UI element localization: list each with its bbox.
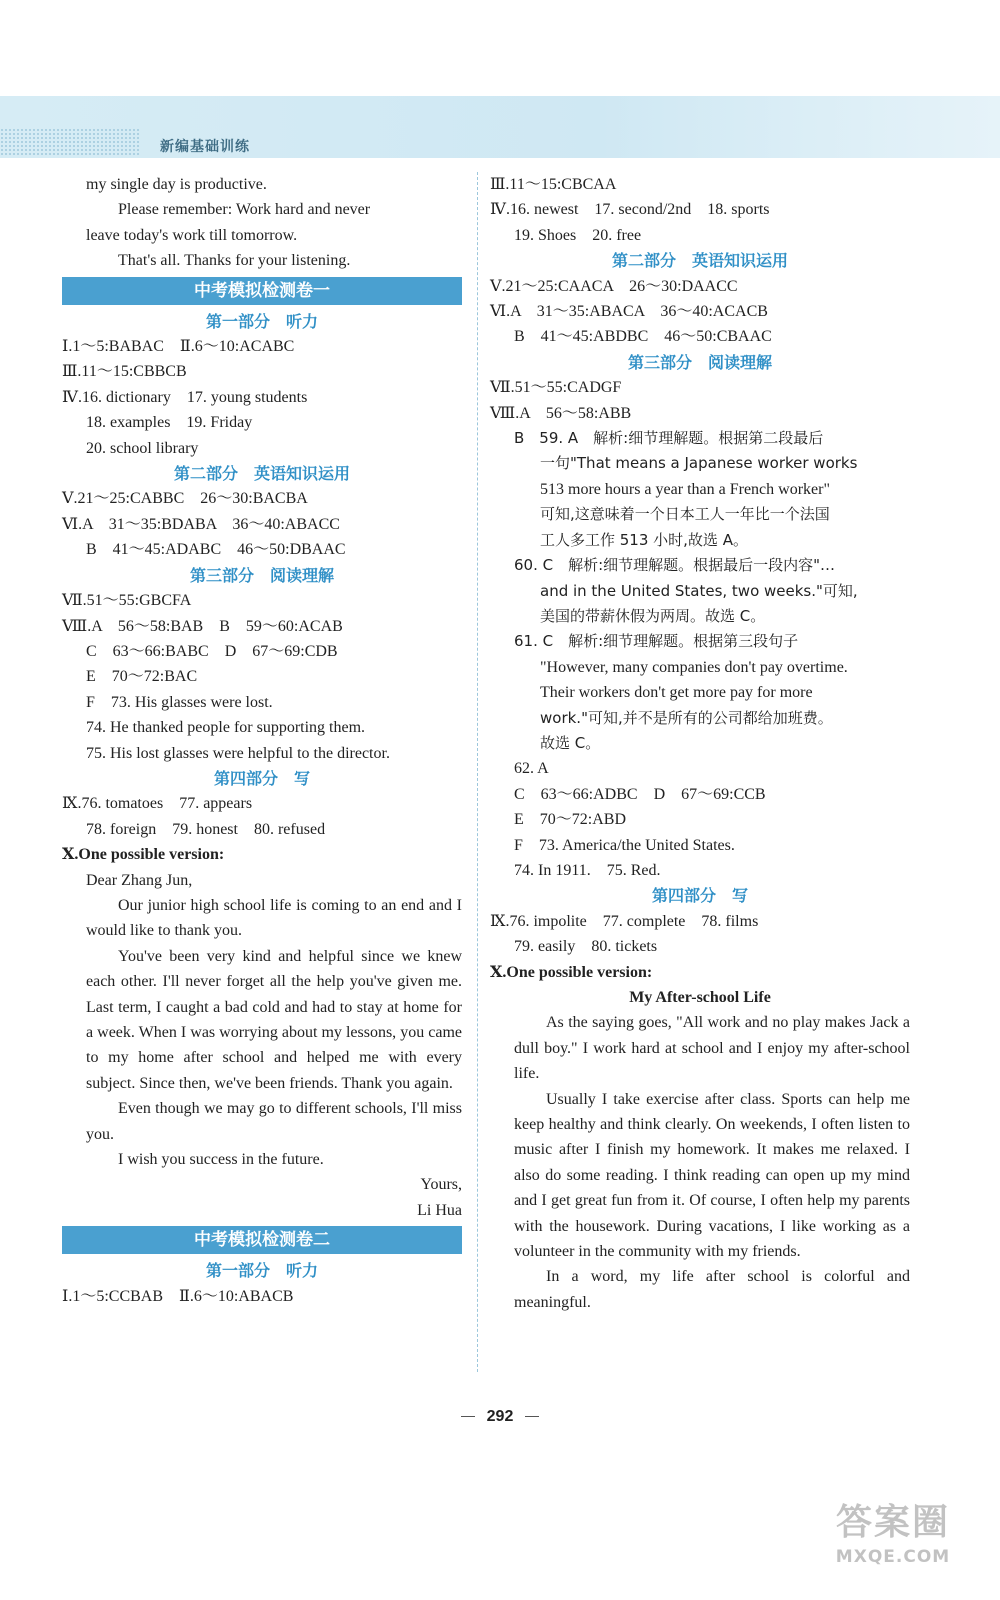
page-number bbox=[0, 1408, 1000, 1426]
section-heading: 第二部分 英语知识运用 bbox=[173, 464, 350, 484]
answer-line: 74. He thanked people for supporting them. bbox=[86, 719, 366, 737]
answer-line: F 73. America/the United States. bbox=[514, 836, 735, 854]
essay-title: My After-school Life bbox=[629, 989, 771, 1006]
answer-line: Ⅴ.21～25:CABBC 26～30:BACBA bbox=[62, 490, 308, 508]
explanation-line: "However, many companies don't pay overtime. bbox=[540, 658, 848, 676]
answer-line: F 73. His glasses were lost. bbox=[86, 693, 273, 711]
letter-paragraph: You've been very kind and helpful since we knew each other. I'll never forget all the help you've given me. Last term, I caught a bad cold and had to stay at home for a week. When I was worrying about my lessons, you came to my home after school and helped me with every subject. Since then, we've been friends. Thank you again. bbox=[86, 947, 462, 1092]
answer-line: Ⅹ.One possible version: bbox=[62, 846, 225, 864]
letter-signature: Li Hua bbox=[417, 1201, 462, 1219]
answer-line: Ⅲ.11～15:CBCAA bbox=[490, 176, 617, 193]
section-heading: 第三部分 阅读理解 bbox=[189, 565, 334, 585]
watermark-text: 答案圈 bbox=[835, 1502, 950, 1543]
answer-line: B 41～45:ADABC 46～50:DBAAC bbox=[86, 541, 346, 559]
answer-line: Ⅶ.51～55:GBCFA bbox=[62, 592, 192, 610]
exam-banner: 中考模拟检测卷二 bbox=[62, 1226, 462, 1254]
explanation-line: Their workers don't get more pay for more bbox=[540, 684, 813, 702]
explanation-line: 513 more hours a year than a French worker" bbox=[540, 480, 830, 498]
answer-line: Ⅵ.A 31～35:BDABA 36～40:ABACC bbox=[62, 515, 340, 533]
answer-line: Ⅳ.16. dictionary 17. young students bbox=[62, 388, 308, 406]
letter-paragraph: Our junior high school life is coming to an end and I would like to thank you. bbox=[86, 896, 462, 940]
answer-line: Ⅰ.1～5:CCBAB Ⅱ.6～10:ABACB bbox=[62, 1287, 294, 1305]
letter-body bbox=[62, 893, 462, 1172]
explanation-line: B 59. A 解析:细节理解题。根据第二段最后 bbox=[514, 429, 824, 448]
answer-line: C 63～66:BABC D 67～69:CDB bbox=[86, 642, 338, 660]
explanation-line: 一句"That means a Japanese worker works bbox=[540, 454, 858, 473]
essay-body bbox=[490, 1010, 910, 1315]
answer-line: 74. In 1911. 75. Red. bbox=[514, 861, 661, 879]
left-column bbox=[62, 172, 462, 1309]
answer-line: Ⅸ.76. tomatoes 77. appears bbox=[62, 795, 253, 813]
explanation-line: 可知,这意味着一个日本工人一年比一个法国 bbox=[540, 505, 830, 524]
answer-line: 79. easily 80. tickets bbox=[514, 938, 658, 956]
answer-line: Ⅳ.16. newest 17. second/2nd 18. sports bbox=[490, 201, 770, 219]
explanation-line: 61. C 解析:细节理解题。根据第三段句子 bbox=[514, 632, 799, 651]
section-heading: 第四部分 写 bbox=[213, 768, 310, 788]
answer-line: B 41～45:ABDBC 46～50:CBAAC bbox=[514, 328, 772, 346]
essay-paragraph: As the saying goes, "All work and no play makes Jack a dull boy." I work hard at school and I enjoy my after-school life. bbox=[514, 1014, 910, 1083]
answer-line: 75. His lost glasses were helpful to the director. bbox=[86, 744, 390, 762]
explanation-line: 60. C 解析:细节理解题。根据最后一段内容"… bbox=[514, 556, 836, 575]
explanation-line: 工人多工作 513 小时,故选 A。 bbox=[540, 530, 748, 549]
answer-line: Ⅴ.21～25:CAACA 26～30:DAACC bbox=[490, 277, 738, 295]
section-heading: 第四部分 写 bbox=[651, 886, 748, 906]
answer-line: Ⅷ.A 56～58:BAB B 59～60:ACAB bbox=[62, 617, 343, 635]
text-line: That's all. Thanks for your listening. bbox=[118, 252, 351, 270]
header-band bbox=[0, 96, 1000, 158]
exam-banner: 中考模拟检测卷一 bbox=[62, 277, 462, 305]
book-series-title: 新编基础训练 bbox=[160, 139, 250, 155]
section-heading: 第二部分 英语知识运用 bbox=[611, 251, 788, 271]
answer-line: 19. Shoes 20. free bbox=[514, 226, 642, 244]
essay-paragraph: In a word, my life after school is colorful and meaningful. bbox=[514, 1268, 910, 1311]
explanation-line: work."可知,并不是所有的公司都给加班费。 bbox=[540, 708, 833, 727]
answer-line: E 70～72:ABD bbox=[514, 811, 627, 829]
essay-paragraph: Usually I take exercise after class. Sports can help me keep healthy and think clearly. On weekends, I often listen to music after I finish my homework. It makes me relaxed. I also do some reading. I think reading can open up my mind and I get great fun from it. Of course, I often help my parents with the housework. During vacations, I like working as a volunteer in the community with my friends. bbox=[514, 1090, 910, 1261]
answer-line: Ⅷ.A 56～58:ABB bbox=[490, 404, 632, 422]
answer-line: E 70～72:BAC bbox=[86, 668, 198, 686]
answer-line: 78. foreign 79. honest 80. refused bbox=[86, 820, 326, 838]
answer-line: 20. school library bbox=[86, 439, 199, 457]
letter-closing: Yours, bbox=[420, 1176, 462, 1194]
watermark-url: MXQE.COM bbox=[835, 1547, 951, 1567]
header-pattern bbox=[0, 128, 140, 156]
answer-line: 18. examples 19. Friday bbox=[86, 414, 253, 432]
column-divider bbox=[477, 172, 478, 1372]
section-heading: 第三部分 阅读理解 bbox=[627, 352, 772, 372]
answer-line: C 63～66:ADBC D 67～69:CCB bbox=[514, 785, 766, 803]
letter-paragraph: Even though we may go to different schools, I'll miss you. bbox=[86, 1100, 462, 1143]
watermark-logo bbox=[808, 1500, 978, 1580]
answer-line: 62. A bbox=[514, 760, 549, 778]
text-line: Please remember: Work hard and never bbox=[118, 201, 371, 219]
explanation-line: and in the United States, two weeks."可知, bbox=[540, 581, 858, 600]
text-line: my single day is productive. bbox=[86, 176, 267, 193]
answer-line: Ⅵ.A 31～35:ABACA 36～40:ACACB bbox=[490, 303, 768, 321]
explanation-line: 故选 C。 bbox=[540, 733, 601, 752]
answer-line: Ⅲ.11～15:CBBCB bbox=[62, 363, 187, 381]
answer-line: Ⅸ.76. impolite 77. complete 78. films bbox=[490, 912, 759, 930]
section-heading: 第一部分 听力 bbox=[205, 311, 318, 331]
page-number-text: 292 bbox=[486, 1408, 514, 1425]
answer-line: Ⅰ.1～5:BABAC Ⅱ.6～10:ACABC bbox=[62, 338, 295, 356]
letter-greeting: Dear Zhang Jun, bbox=[86, 871, 193, 889]
letter-paragraph: I wish you success in the future. bbox=[118, 1151, 324, 1169]
text-line: leave today's work till tomorrow. bbox=[86, 226, 298, 244]
explanation-line: 美国的带薪休假为两周。故选 C。 bbox=[540, 606, 766, 625]
answer-line: Ⅹ.One possible version: bbox=[490, 963, 653, 981]
right-column bbox=[490, 172, 910, 1315]
answer-line: Ⅶ.51～55:CADGF bbox=[490, 379, 622, 397]
section-heading: 第一部分 听力 bbox=[205, 1261, 318, 1281]
